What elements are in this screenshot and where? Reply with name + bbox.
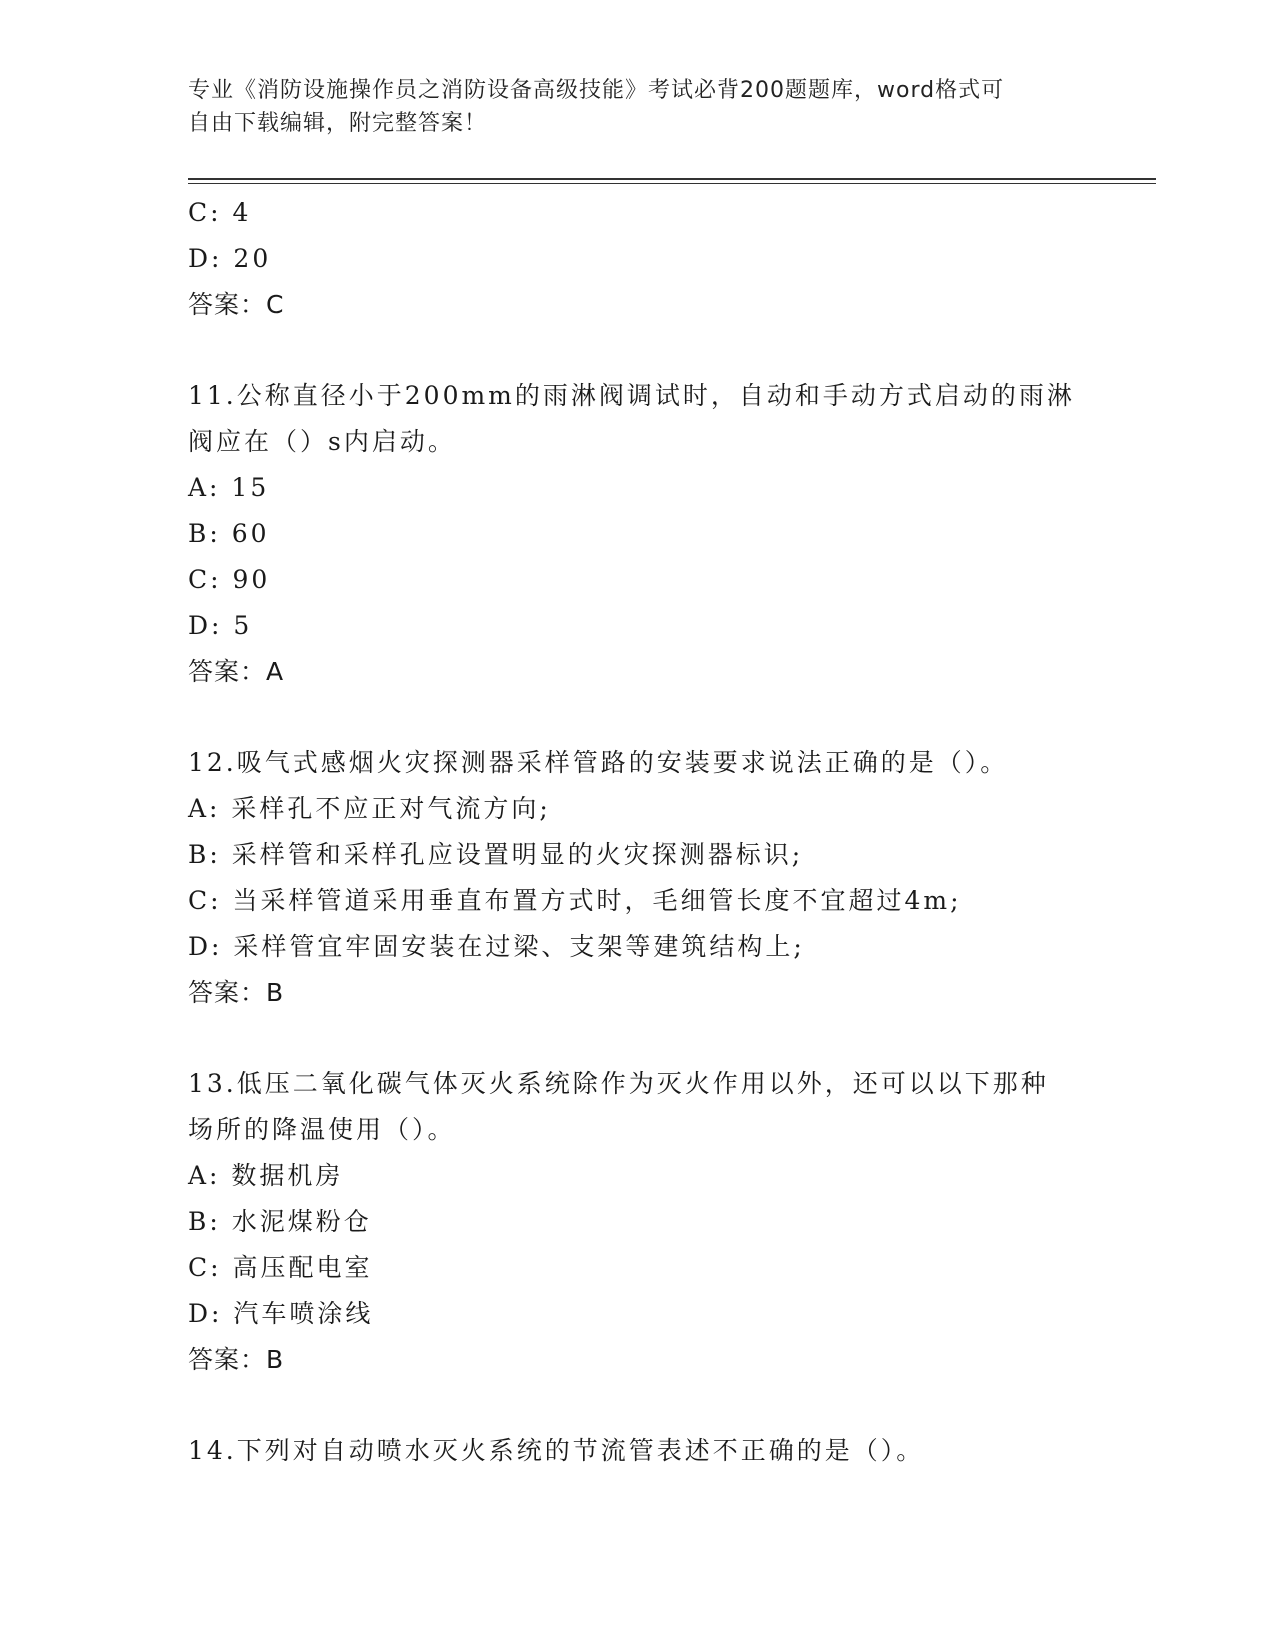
question-stem-line-1: 13.低压二氧化碳气体灭火系统除作为灭火作用以外，还可以以下那种 — [188, 1069, 1049, 1098]
option-c: C: 当采样管道采用垂直布置方式时，毛细管长度不宜超过4m; — [188, 886, 962, 915]
answer: 答案：C — [188, 290, 285, 319]
header-line-1: 专业《消防设施操作员之消防设备高级技能》考试必背200题题库，word格式可 — [188, 78, 1005, 103]
option-b: B: 采样管和采样孔应设置明显的火灾探测器标识; — [188, 840, 804, 869]
option-c: C: 高压配电室 — [188, 1253, 373, 1282]
option-a: A: 数据机房 — [188, 1161, 344, 1190]
option-d: D: 汽车喷涂线 — [188, 1299, 374, 1328]
header-rule-thick — [188, 178, 1156, 180]
header-line-2: 自由下载编辑，附完整答案！ — [188, 111, 488, 136]
question-stem-line-2: 阀应在（）s内启动。 — [188, 427, 456, 456]
question-14 — [188, 1428, 1088, 1474]
question-stem-line-1: 14.下列对自动喷水灭火系统的节流管表述不正确的是（）。 — [188, 1436, 925, 1465]
document-header — [188, 74, 1088, 140]
answer: 答案：A — [188, 657, 285, 686]
option-c: C: 4 — [188, 198, 252, 227]
option-c: C: 90 — [188, 565, 271, 594]
question-10 — [188, 190, 1088, 328]
question-13 — [188, 1061, 1088, 1383]
option-d: D: 20 — [188, 244, 272, 273]
question-12 — [188, 740, 1088, 1016]
question-stem-line-1: 11.公称直径小于200mm的雨淋阀调试时，自动和手动方式启动的雨淋 — [188, 381, 1075, 410]
answer: 答案：B — [188, 1345, 285, 1374]
answer: 答案：B — [188, 978, 285, 1007]
question-11 — [188, 373, 1088, 695]
option-a: A: 15 — [188, 473, 270, 502]
option-d: D: 采样管宜牢固安装在过梁、支架等建筑结构上; — [188, 932, 805, 961]
questions-content — [188, 190, 1088, 1474]
question-stem-line-1: 12.吸气式感烟火灾探测器采样管路的安装要求说法正确的是（）。 — [188, 748, 1009, 777]
option-b: B: 60 — [188, 519, 270, 548]
option-b: B: 水泥煤粉仓 — [188, 1207, 372, 1236]
question-stem-line-2: 场所的降温使用（）。 — [188, 1115, 456, 1144]
option-d: D: 5 — [188, 611, 253, 640]
header-rule-thin — [188, 183, 1156, 184]
option-a: A: 采样孔不应正对气流方向; — [188, 794, 551, 823]
